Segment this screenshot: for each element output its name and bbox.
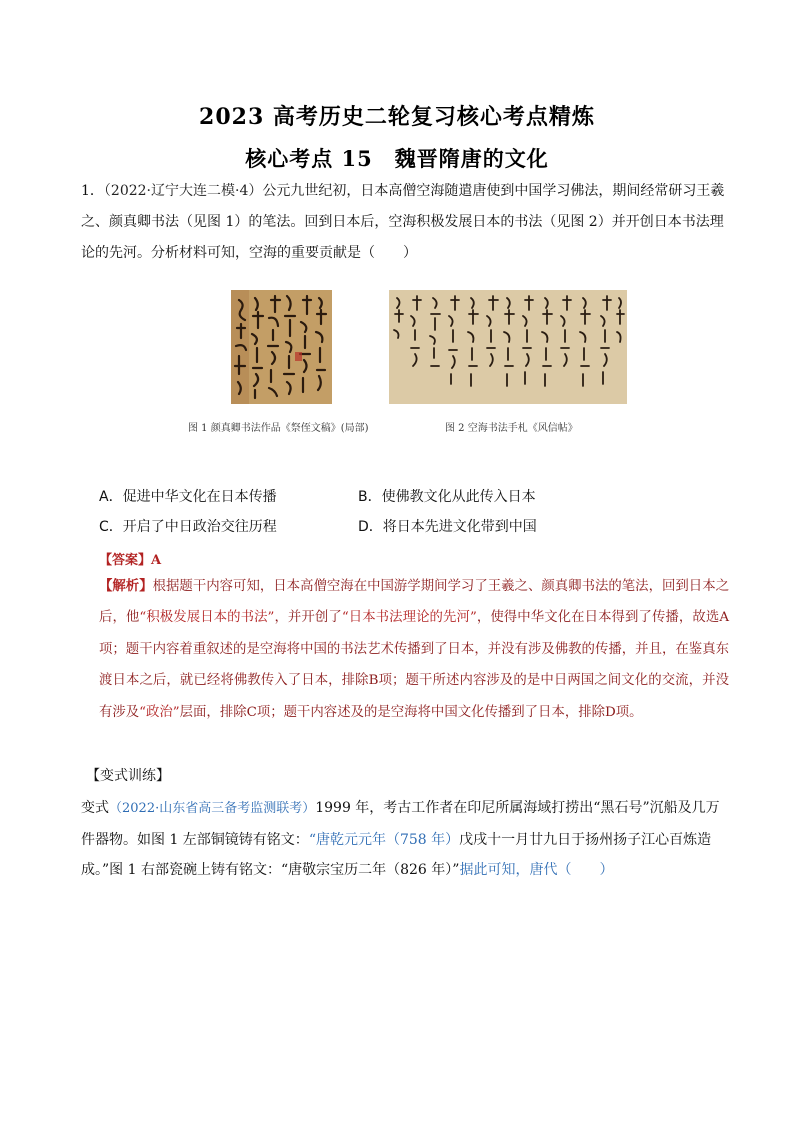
analysis-option-ref: D <box>605 704 616 720</box>
question-number: 1． <box>81 183 104 199</box>
analysis-quote: “政治” <box>139 704 180 720</box>
figure-2-calligraphy-image <box>389 290 627 404</box>
option-b: B．使佛教文化从此传入日本 <box>358 489 536 505</box>
question-1-stem <box>81 176 731 269</box>
option-d: D．将日本先进文化带到中国 <box>358 519 537 535</box>
variant-training-heading: 【变式训练】 <box>86 768 170 784</box>
analysis-option-ref: B <box>368 673 379 689</box>
variant-text: 戊戌十一月廿九日于扬州扬子江心百炼造成。”图 1 右部瓷碗上铸有铭文：“唐敬宗宝历二年（826 年）” <box>81 831 712 878</box>
answer-label: 【答案】A <box>99 553 162 568</box>
analysis-segment: ，并开创了 <box>274 610 342 626</box>
variant-question <box>81 793 731 886</box>
analysis-segment: 项；题干所述内容涉及的是中日两国之间文化的交流，并没有涉及 <box>99 673 730 720</box>
analysis-segment: 项；题干内容着重叙述的是空海将中国的书法艺术传播到了日本，并没有涉及佛教的传播，并且，在鉴真东渡日本之后，就已经将佛教传入了日本，排除 <box>99 641 729 689</box>
core-point-number: 核心考点 15 <box>245 146 373 171</box>
analysis-quote: “日本书法理论的先河” <box>341 610 477 626</box>
document-subtitle <box>0 143 794 173</box>
analysis-text <box>99 571 729 728</box>
analysis-tag: 【解析】 <box>99 578 153 594</box>
core-point-topic: 魏晋隋唐的文化 <box>394 146 549 171</box>
variant-quote: “唐乾元元年（758 年） <box>308 831 460 848</box>
figure-2-caption: 图 2 空海书法手札《风信帖》 <box>445 423 578 434</box>
analysis-option-ref: A <box>719 610 729 626</box>
document-title: 2023 高考历史二轮复习核心考点精炼 <box>199 104 595 130</box>
analysis-segment: ，使得中华文化在日本得到了传播，故选 <box>476 610 720 626</box>
figure-1-calligraphy-image <box>231 290 332 404</box>
figures-row <box>0 290 794 405</box>
variant-label: 变式 <box>81 800 109 816</box>
analysis-segment: 项。 <box>615 704 643 720</box>
option-c: C．开启了中日政治交往历程 <box>99 519 277 535</box>
variant-text-end: 据此可知，唐代（ ） <box>459 862 614 878</box>
analysis-quote: “积极发展日本的书法” <box>139 610 275 626</box>
option-a: A．促进中华文化在日本传播 <box>99 489 277 505</box>
variant-text: 1999 年，考古工作者在印尼所属海域打捞出“黑石号”沉船及几万件器物。如图 1 左部铜镜铸有铭文： <box>81 800 720 848</box>
figure-1-caption: 图 1 颜真卿书法作品《祭侄文稿》(局部) <box>188 423 369 434</box>
analysis-segment: 根据题干内容可知，日本高僧空海在中国游学期间学习了王羲之、颜真卿书法的笔法，回到日本之后，他 <box>99 579 730 626</box>
variant-source: （2022·山东省高三备考监测联考） <box>109 801 316 816</box>
question-source: （2022·辽宁大连二模·4） <box>103 183 263 199</box>
analysis-segment: 层面，排除 <box>179 704 247 720</box>
question-text: 公元九世纪初，日本高僧空海随遣唐使到中国学习佛法，期间经常研习王羲之、颜真卿书法（见图 1）的笔法。回到日本后，空海积极发展日本的书法（见图 2）并开创日本书法理论的先河。分析材料可知，空海的重要贡献是（ ） <box>81 183 725 261</box>
analysis-option-ref: C <box>246 704 257 720</box>
analysis-segment: 项；题干内容述及的是空海将中国文化传播到了日本，排除 <box>256 704 606 720</box>
